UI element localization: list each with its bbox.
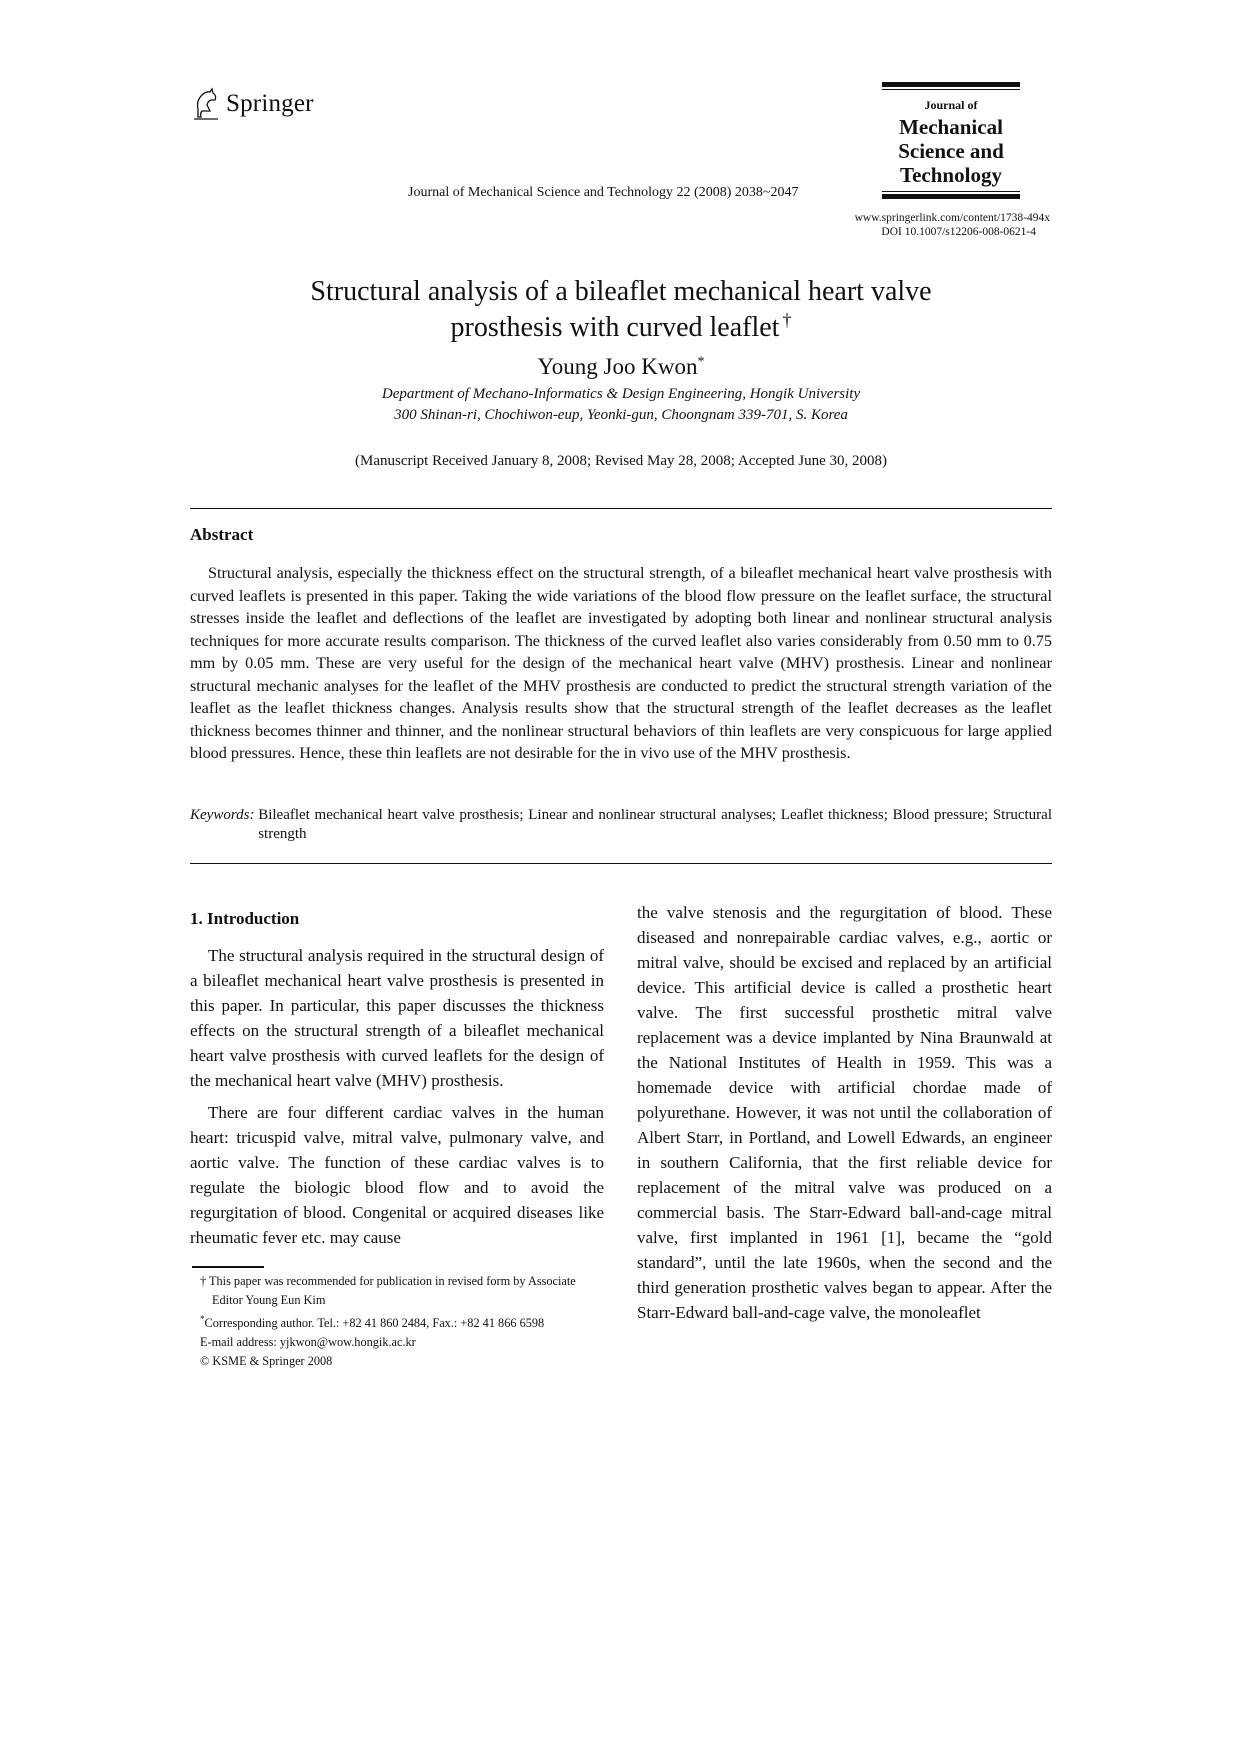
- keywords-text: Bileaflet mechanical heart valve prosthesis; Linear and nonlinear structural analyses; Leaflet thickness; Blood pressure; Structural strength: [258, 807, 1052, 842]
- paragraph: The structural analysis required in the structural design of a bileaflet mechanical heart valve prosthesis is presented in this paper. In particular, this paper discusses the thickness effects on the structural strength of a bileaflet mechanical heart valve prosthesis with curved leaflets for the design of the mechanical heart valve (MHV) prosthesis.: [190, 946, 604, 1090]
- publisher-logo: [192, 84, 314, 124]
- abstract-bottom-rule: [190, 863, 1052, 864]
- masthead-rule-top-thin: [882, 89, 1020, 90]
- corresponding-mark: *: [697, 354, 705, 370]
- affiliation-line-1: Department of Mechano-Informatics & Design Engineering, Hongik University: [381, 386, 861, 402]
- masthead-rule-top: [882, 82, 1020, 87]
- journal-name-line: Mechanical: [899, 115, 1003, 139]
- footnote-email: E-mail address: yjkwon@wow.hongik.ac.kr: [200, 1335, 416, 1350]
- doi: DOI 10.1007/s12206-008-0621-4: [881, 226, 1036, 238]
- footnote-copyright: © KSME & Springer 2008: [200, 1354, 333, 1369]
- journal-citation: Journal of Mechanical Science and Technology 22 (2008) 2038~2047: [408, 185, 799, 200]
- journal-name-line: Technology: [900, 163, 1002, 187]
- footnote-corresponding: *Corresponding author. Tel.: +82 41 860 2484, Fax.: +82 41 866 6598: [200, 1314, 545, 1331]
- footnotes: [190, 1272, 604, 1371]
- journal-of-label: Journal of: [924, 98, 978, 112]
- paper-title: [190, 274, 1052, 346]
- affiliation-line-2: 300 Shinan-ri, Chochiwon-eup, Yeonki-gun, Choongnam 339-701, S. Korea: [394, 407, 848, 423]
- abstract-text: Structural analysis, especially the thickness effect on the structural strength, of a bileaflet mechanical heart valve prosthesis with curved leaflets is presented in this paper. Taking the wide variations of the blood flow pressure on the leaflet surface, the structural stresses inside the leaflet and deflections of the leaflet are investigated by adopting both linear and nonlinear structural analysis techniques for more accurate results comparison. The thickness of the curved leaflet also varies considerably from 0.50 mm to 0.75 mm by 0.05 mm. These are very useful for the design of the mechanical heart valve (MHV) prosthesis. Linear and nonlinear structural mechanic analyses for the leaflet of the MHV prosthesis are conducted to predict the structural strength variation of the leaflet as the leaflet thickness changes. Analysis results show that the structural strength of the leaflet decreases as the leaflet thickness becomes thinner and thinner, and the nonlinear structural behaviors of thin leaflets are very conspicuous for large applied blood pressures. Hence, these thin leaflets are not desirable for the in vivo use of the MHV prosthesis.: [190, 564, 1052, 762]
- right-column: [637, 900, 1052, 1325]
- publisher-name: Springer: [226, 90, 314, 117]
- manuscript-dates: (Manuscript Received January 8, 2008; Revised May 28, 2008; Accepted June 30, 2008): [355, 453, 887, 469]
- abstract-top-rule: [190, 508, 1052, 509]
- springer-horse-icon: [192, 87, 220, 121]
- journal-name: [882, 115, 1020, 187]
- journal-url: www.springerlink.com/content/1738-494x: [854, 212, 1050, 224]
- author: [190, 354, 1052, 380]
- title-block: [190, 274, 1052, 470]
- footnote-recommendation: † This paper was recommended for publication in revised form by Associate Editor Young Eun Kim: [200, 1274, 576, 1307]
- left-column: [190, 906, 604, 1250]
- footnote-rule: [192, 1266, 264, 1268]
- masthead-rule-bottom-thin: [882, 191, 1020, 192]
- masthead-rule-bottom: [882, 194, 1020, 199]
- title-footnote-mark: †: [782, 309, 792, 330]
- section-heading: 1. Introduction: [190, 909, 300, 928]
- author-name: Young Joo Kwon: [537, 354, 698, 379]
- paragraph: There are four different cardiac valves in the human heart: tricuspid valve, mitral valve, pulmonary valve, and aortic valve. The function of these cardiac valves is to regulate the biologic blood flow and to avoid the regurgitation of blood. Congenital or acquired diseases like rheumatic fever etc. may cause: [190, 1103, 604, 1247]
- keywords-label: Keywords:: [190, 807, 259, 823]
- keywords: [190, 806, 1052, 844]
- title-line-2: prosthesis with curved leaflet: [450, 312, 780, 343]
- abstract-heading: Abstract: [190, 525, 254, 544]
- journal-masthead: [882, 82, 1020, 199]
- title-line-1: Structural analysis of a bileaflet mechanical heart valve: [310, 276, 932, 307]
- journal-name-line: Science and: [898, 139, 1004, 163]
- paragraph: the valve stenosis and the regurgitation of blood. These diseased and nonrepairable cardiac valves, e.g., aortic or mitral valve, should be excised and replaced by an artificial device. This artificial device is called a prosthetic heart valve. The first successful prosthetic mitral valve replacement was a device implanted by Nina Braunwald at the National Institutes of Health in 1959. This was a homemade device with artificial chordae made of polyurethane. However, it was not until the collaboration of Albert Starr, in Portland, and Lowell Edwards, an engineer in southern California, that the first reliable device for replacement of the mitral valve was produced on a commercial basis. The Starr-Edward ball-and-cage mitral valve, first implanted in 1961 [1], became the “gold standard”, until the late 1960s, when the second and the third generation prosthetic valves began to appear. After the Starr-Edward ball-and-cage valve, the monoleaflet: [637, 903, 1052, 1322]
